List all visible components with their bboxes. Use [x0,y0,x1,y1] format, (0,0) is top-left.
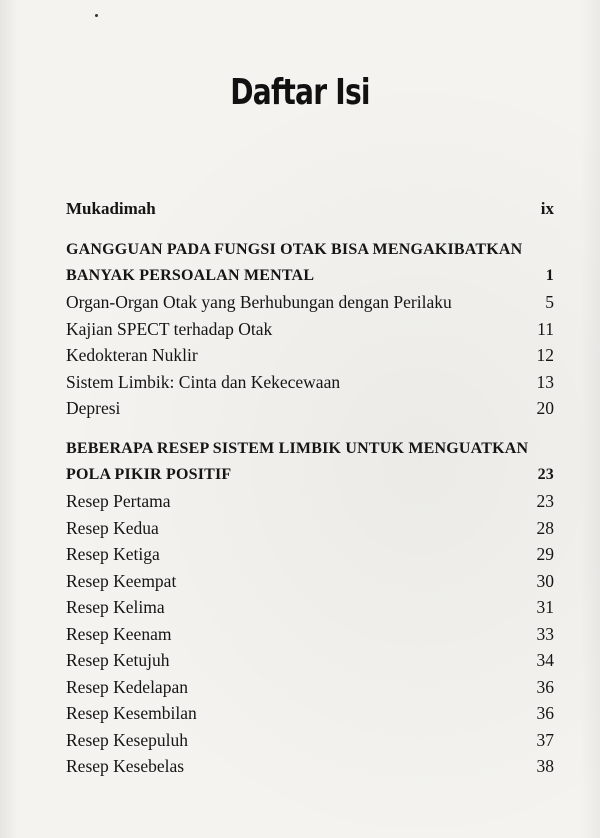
toc-entry-label: Organ-Organ Otak yang Berhubungan dengan Perilaku [66,292,452,312]
toc-entry [66,647,554,674]
toc-entry [66,727,554,754]
toc-entry-label: Resep Kesembilan [66,703,197,723]
chapter-1-entries [66,289,554,422]
toc-entry-label: Resep Keempat [66,570,177,591]
toc-entry [66,674,554,701]
toc-entry-label: Resep Ketiga [66,544,160,564]
toc-entry-label: Kedokteran Nuklir [66,345,198,365]
chapter-2-heading-line-2: POLA PIKIR POSITIF [66,465,232,483]
toc-entry [66,316,554,343]
toc-entry-page: 13 [536,371,554,392]
toc-entry [66,568,554,595]
toc-entry-label: Kajian SPECT terhadap Otak [66,318,273,339]
toc-entry-label: Resep Kedelapan [66,676,188,697]
toc-entry [66,541,554,568]
print-speck [95,14,98,17]
toc-entry [66,700,554,727]
toc-entry-label: Sistem Limbik: Cinta dan Kekecewaan [66,371,341,392]
chapter-2-page: 23 [537,465,554,483]
toc-entry-page: 5 [545,292,554,312]
toc-entry-label: Resep Pertama [66,491,171,511]
chapter-1-page: 1 [545,266,554,284]
toc-entry-page: ix [540,199,554,218]
chapter-2-heading [66,462,554,489]
toc-entry-page: 31 [536,597,554,617]
toc-entry-page: 36 [536,703,554,723]
toc-entry-label: Resep Kedua [66,517,159,538]
toc-entry [66,515,554,542]
toc-entry-page: 34 [536,650,554,670]
toc-entry-label: Resep Kelima [66,597,165,617]
toc-entry-label: Resep Keenam [66,623,172,644]
chapter-1-heading-line-2: BANYAK PERSOALAN MENTAL [66,266,315,284]
toc-entry-page: 38 [536,756,554,776]
toc-entry-page: 12 [536,345,554,365]
toc-entry-label: Depresi [66,398,121,418]
toc-entry-page: 30 [536,570,554,591]
toc-entry-page: 23 [536,491,554,511]
toc-entry [66,342,554,369]
chapter-1-heading [66,263,554,290]
toc-entry-label: Mukadimah [66,199,156,218]
toc-entry-page: 36 [536,676,554,697]
toc-entry-page: 20 [536,398,554,418]
chapter-2-entries [66,488,554,780]
toc-entry-label: Resep Kesebelas [66,756,185,776]
toc-entry-page: 28 [536,517,554,538]
page-title: Daftar Isi [230,72,370,113]
toc-entry [66,753,554,780]
table-of-contents [66,196,554,780]
toc-entry [66,621,554,648]
toc-entry [66,488,554,515]
toc-entry-label: Resep Kesepuluh [66,729,188,750]
toc-entry-page: 29 [536,544,554,564]
toc-entry-page: 11 [537,318,554,339]
toc-entry-intro [66,196,554,223]
toc-entry-page: 37 [536,729,554,750]
toc-entry [66,369,554,396]
chapter-2-heading-line-1: BEBERAPA RESEP SISTEM LIMBIK UNTUK MENGUATKAN [66,439,529,457]
toc-entry [66,289,554,316]
toc-entry-label: Resep Ketujuh [66,650,170,670]
chapter-1-heading-line-1: GANGGUAN PADA FUNGSI OTAK BISA MENGAKIBATKAN [66,240,523,258]
toc-entry-page: 33 [536,623,554,644]
toc-entry [66,594,554,621]
toc-entry [66,395,554,422]
